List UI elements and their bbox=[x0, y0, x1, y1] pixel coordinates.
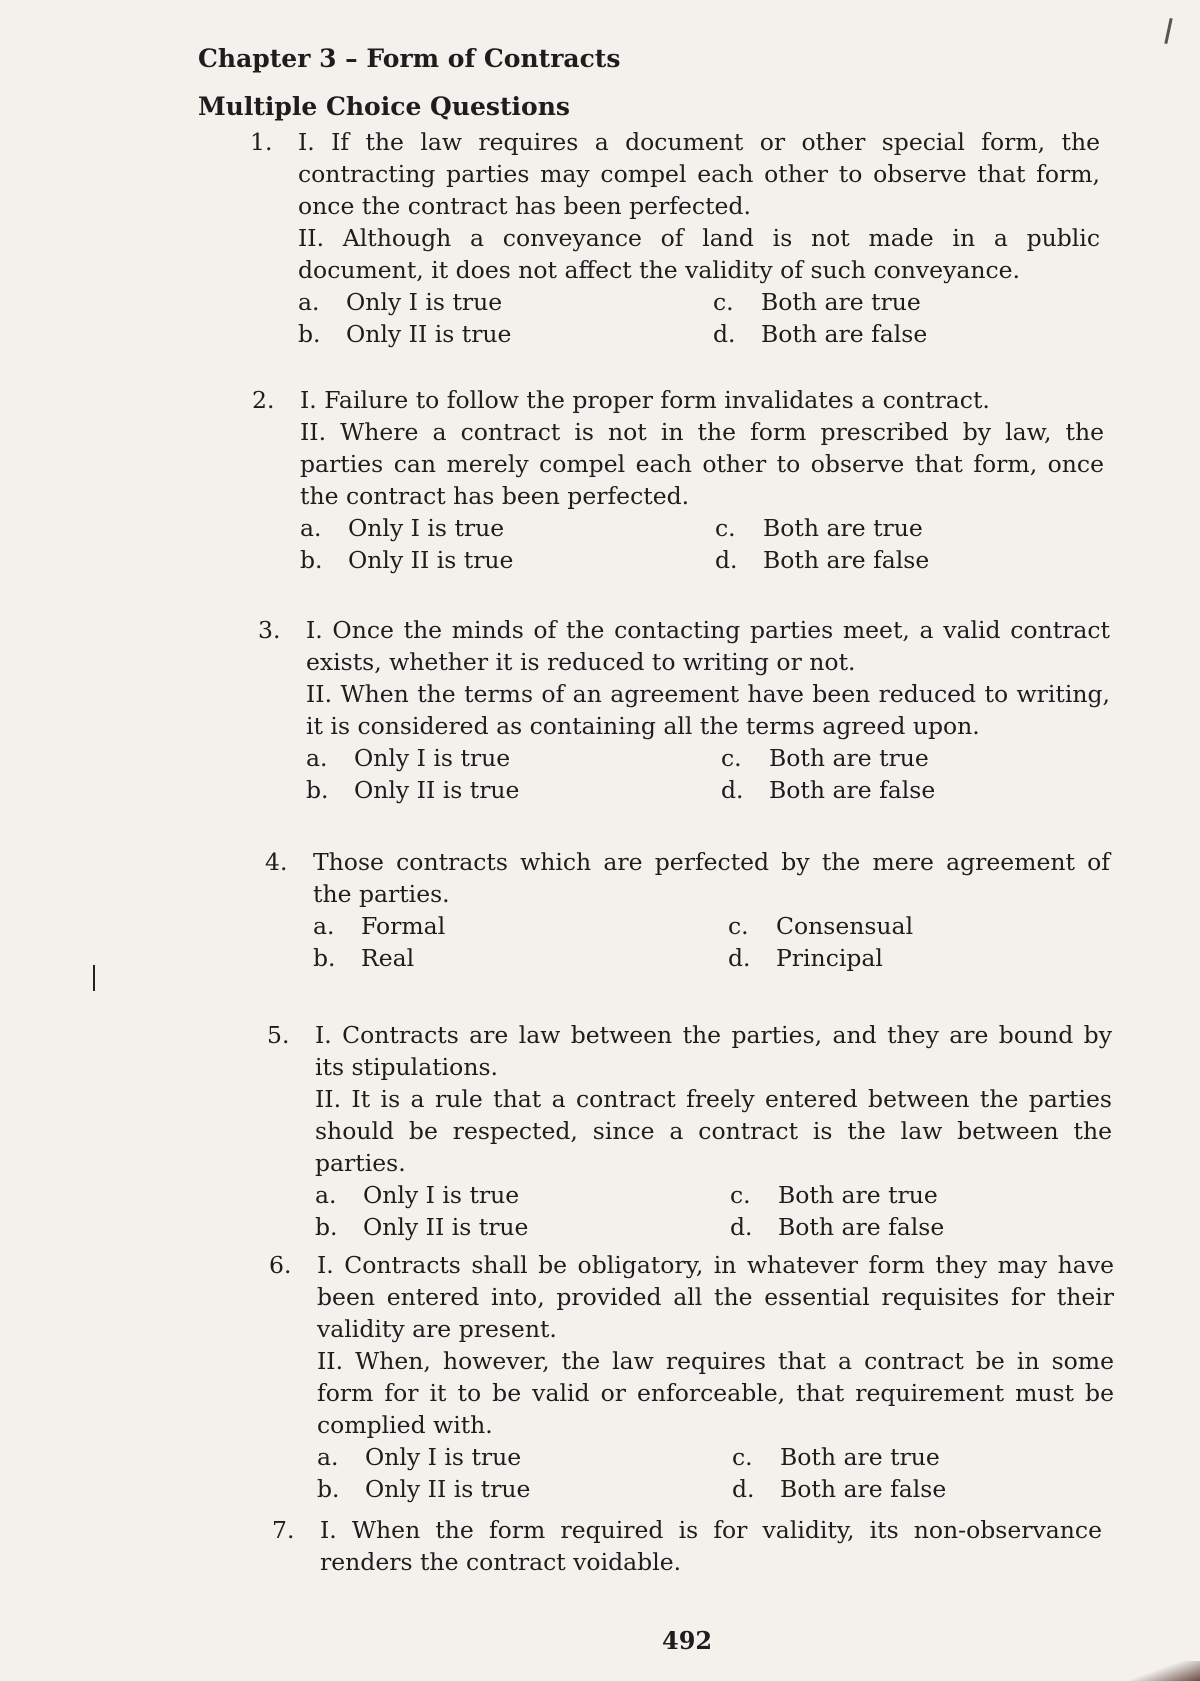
question-number: 2. bbox=[252, 386, 275, 414]
choice-letter: b. bbox=[315, 1213, 338, 1241]
question-statement: II. When, however, the law requires that a contract be in some form for it to be valid or enforceable, that requirement must be complied with. bbox=[317, 1347, 1114, 1439]
question-statement: I. Contracts are law between the parties, and they are bound by its stipulations. bbox=[315, 1021, 1112, 1081]
answer-choice bbox=[298, 286, 713, 318]
answer-choices bbox=[298, 286, 1100, 350]
choice-text: Both are true bbox=[761, 288, 921, 316]
question-number: 4. bbox=[265, 848, 288, 876]
question-statement: I. Failure to follow the proper form invalidates a contract. bbox=[300, 386, 990, 414]
answer-choice bbox=[298, 318, 713, 350]
question-statement: II. Where a contract is not in the form prescribed by law, the parties can merely compel each other to observe that form, once the contract has been perfected. bbox=[300, 418, 1104, 510]
answer-choice bbox=[315, 1211, 730, 1243]
question-number: 3. bbox=[258, 616, 281, 644]
choice-text: Only II is true bbox=[365, 1475, 531, 1503]
choice-letter: b. bbox=[313, 944, 336, 972]
choice-text: Only II is true bbox=[348, 546, 514, 574]
choice-text: Consensual bbox=[776, 912, 914, 940]
answer-choices bbox=[317, 1441, 1114, 1505]
answer-choice bbox=[306, 774, 721, 806]
page-number: 492 bbox=[662, 1626, 713, 1655]
answer-choice bbox=[713, 286, 1100, 318]
question-number: 5. bbox=[267, 1021, 290, 1049]
answer-choice bbox=[732, 1473, 1114, 1505]
answer-choice bbox=[315, 1179, 730, 1211]
answer-choice bbox=[732, 1441, 1114, 1473]
choice-letter: d. bbox=[728, 944, 751, 972]
question-body bbox=[298, 126, 1100, 350]
choice-text: Both are false bbox=[778, 1213, 945, 1241]
choice-text: Both are true bbox=[780, 1443, 940, 1471]
choice-text: Principal bbox=[776, 944, 883, 972]
answer-choice bbox=[313, 910, 728, 942]
question-body bbox=[313, 846, 1110, 974]
choice-letter: d. bbox=[721, 776, 744, 804]
question-number: 1. bbox=[250, 128, 273, 156]
choice-letter: a. bbox=[298, 288, 320, 316]
choice-text: Both are true bbox=[763, 514, 923, 542]
choice-text: Only I is true bbox=[354, 744, 511, 772]
choice-letter: b. bbox=[300, 546, 323, 574]
answer-choice bbox=[317, 1473, 732, 1505]
choice-text: Both are true bbox=[778, 1181, 938, 1209]
choice-text: Only II is true bbox=[354, 776, 520, 804]
chapter-title: Chapter 3 – Form of Contracts bbox=[198, 44, 621, 73]
answer-choice bbox=[728, 910, 1110, 942]
choice-text: Only I is true bbox=[346, 288, 503, 316]
answer-choice bbox=[715, 544, 1104, 576]
choice-letter: d. bbox=[713, 320, 736, 348]
margin-pen-mark bbox=[93, 965, 95, 991]
answer-choice bbox=[300, 512, 715, 544]
answer-choice bbox=[300, 544, 715, 576]
answer-choice bbox=[721, 742, 1110, 774]
answer-choice bbox=[317, 1441, 732, 1473]
question-body bbox=[300, 384, 1104, 576]
answer-choice bbox=[728, 942, 1110, 974]
answer-choice bbox=[730, 1211, 1112, 1243]
question-statement: II. When the terms of an agreement have been reduced to writing, it is considered as containing all the terms agreed upon. bbox=[306, 680, 1110, 740]
choice-text: Both are true bbox=[769, 744, 929, 772]
question-2 bbox=[252, 384, 1104, 576]
choice-letter: a. bbox=[317, 1443, 339, 1471]
question-body bbox=[306, 614, 1110, 806]
choice-letter: d. bbox=[732, 1475, 755, 1503]
answer-choices bbox=[306, 742, 1110, 806]
question-number: 6. bbox=[269, 1251, 292, 1279]
question-body bbox=[317, 1249, 1114, 1505]
choice-letter: a. bbox=[300, 514, 322, 542]
choice-text: Formal bbox=[361, 912, 446, 940]
question-statement: I. Once the minds of the contacting parties meet, a valid contract exists, whether it is reduced to writing or not. bbox=[306, 616, 1110, 676]
answer-choices bbox=[315, 1179, 1112, 1243]
choice-text: Both are false bbox=[761, 320, 928, 348]
page-corner-fold bbox=[1130, 1661, 1200, 1681]
question-statement: I. Contracts shall be obligatory, in whatever form they may have been entered into, provided all the essential requisites for their validity are present. bbox=[317, 1251, 1114, 1343]
choice-letter: b. bbox=[306, 776, 329, 804]
answer-choice bbox=[721, 774, 1110, 806]
answer-choice bbox=[715, 512, 1104, 544]
question-statement: Those contracts which are perfected by the mere agreement of the parties. bbox=[313, 848, 1110, 908]
answer-choice bbox=[306, 742, 721, 774]
choice-text: Only I is true bbox=[363, 1181, 520, 1209]
choice-letter: c. bbox=[721, 744, 742, 772]
choice-letter: c. bbox=[713, 288, 734, 316]
choice-text: Both are false bbox=[769, 776, 936, 804]
question-7 bbox=[272, 1514, 1102, 1578]
question-body bbox=[315, 1019, 1112, 1243]
question-statement: I. If the law requires a document or other special form, the contracting parties may compel each other to observe that form, once the contract has been perfected. bbox=[298, 128, 1100, 220]
choice-text: Both are false bbox=[780, 1475, 947, 1503]
section-title: Multiple Choice Questions bbox=[198, 92, 570, 121]
question-number: 7. bbox=[272, 1516, 295, 1544]
choice-letter: c. bbox=[732, 1443, 753, 1471]
corner-pen-mark bbox=[1164, 18, 1172, 44]
question-3 bbox=[258, 614, 1110, 806]
answer-choice bbox=[713, 318, 1100, 350]
choice-letter: c. bbox=[730, 1181, 751, 1209]
choice-text: Both are false bbox=[763, 546, 930, 574]
choice-text: Only I is true bbox=[365, 1443, 522, 1471]
choice-text: Only II is true bbox=[363, 1213, 529, 1241]
choice-letter: a. bbox=[306, 744, 328, 772]
choice-letter: a. bbox=[315, 1181, 337, 1209]
choice-text: Real bbox=[361, 944, 415, 972]
answer-choice bbox=[730, 1179, 1112, 1211]
choice-letter: b. bbox=[298, 320, 321, 348]
choice-text: Only II is true bbox=[346, 320, 512, 348]
answer-choice bbox=[313, 942, 728, 974]
question-5 bbox=[267, 1019, 1112, 1243]
choice-letter: a. bbox=[313, 912, 335, 940]
choice-text: Only I is true bbox=[348, 514, 505, 542]
question-6 bbox=[269, 1249, 1114, 1505]
question-4 bbox=[265, 846, 1110, 974]
choice-letter: d. bbox=[730, 1213, 753, 1241]
choice-letter: c. bbox=[715, 514, 736, 542]
question-statement: II. It is a rule that a contract freely entered between the parties should be respected, since a contract is the law between the parties. bbox=[315, 1085, 1112, 1177]
choice-letter: d. bbox=[715, 546, 738, 574]
answer-choices bbox=[300, 512, 1104, 576]
answer-choices bbox=[313, 910, 1110, 974]
question-statement: II. Although a conveyance of land is not made in a public document, it does not affect the validity of such conveyance. bbox=[298, 224, 1100, 284]
question-statement: I. When the form required is for validity, its non-observance renders the contract voidable. bbox=[320, 1516, 1102, 1576]
question-1 bbox=[250, 126, 1100, 350]
choice-letter: c. bbox=[728, 912, 749, 940]
choice-letter: b. bbox=[317, 1475, 340, 1503]
question-body bbox=[320, 1514, 1102, 1578]
